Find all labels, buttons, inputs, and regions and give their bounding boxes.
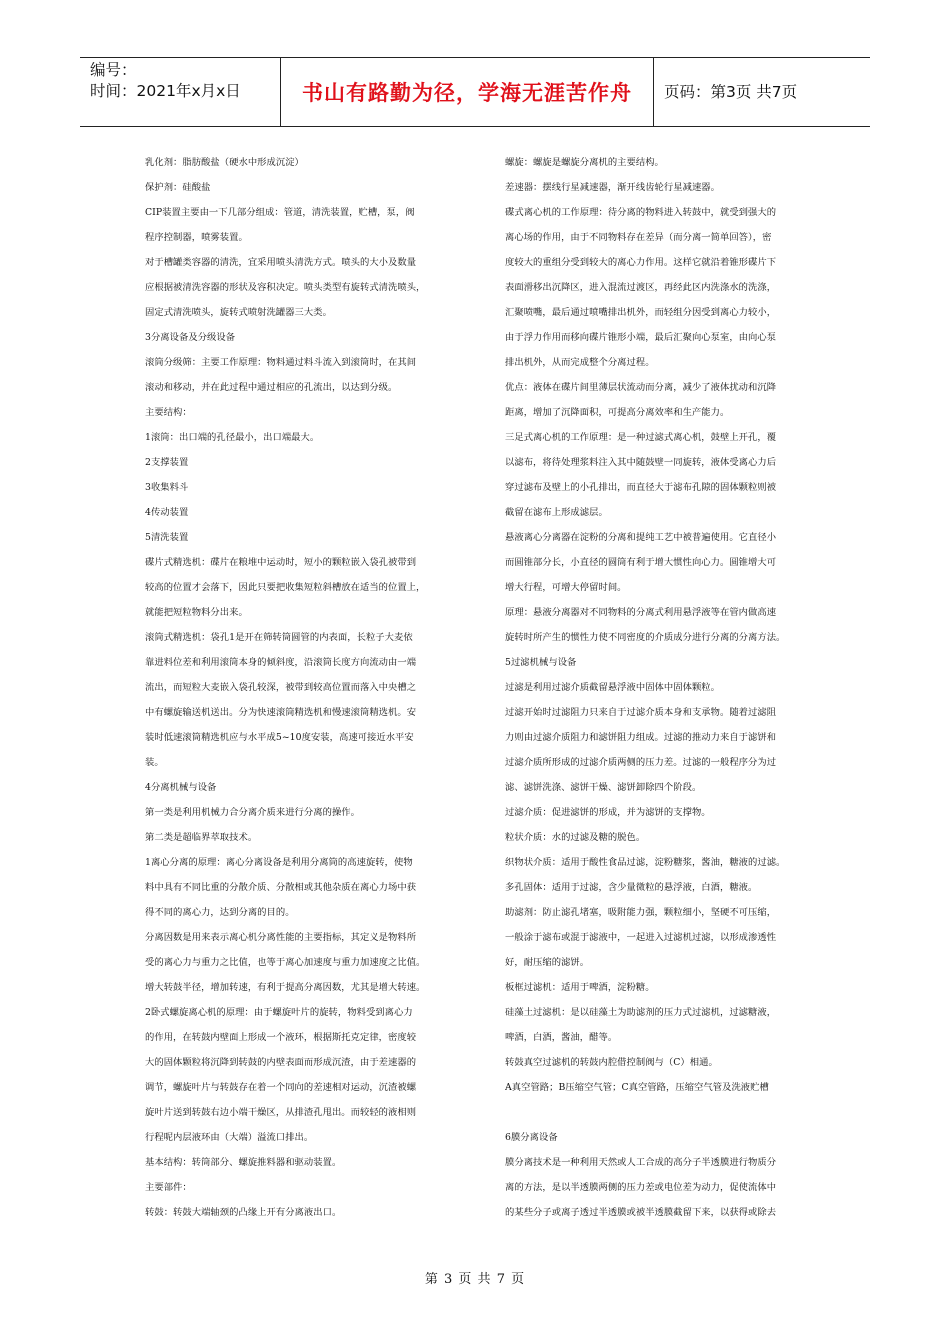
text-line: 的某些分子或离子透过半透膜或被半透膜截留下来，以获得或除去 [505,1207,777,1218]
text-line: 应根据被清洗容器的形状及容积决定。喷头类型有旋转式清洗喷头， [145,282,426,293]
text-line: 5过滤机械与设备 [505,657,577,668]
text-line: 程序控制器，喷雾装置。 [145,232,248,243]
text-line: 主要部件： [145,1182,192,1193]
text-line: 乳化剂：脂肪酸盐（硬水中形成沉淀） [145,157,304,168]
text-line: 硅藻土过滤机：是以硅藻土为助滤剂的压力式过滤机，过滤糖液， [505,1007,777,1018]
text-line: 增大行程，可增大停留时间。 [505,582,627,593]
text-line: 滚筒分级筛：主要工作原理：物料通过料斗流入到滚筒时，在其间 [145,357,417,368]
text-line: 碟片式精选机：碟片在粮堆中运动时，短小的颗粒嵌入袋孔被带到 [145,557,417,568]
text-line: 织物状介质：适用于酸性食品过滤，淀粉糖浆，酱油，糖液的过滤。 [505,857,786,868]
text-line: 5清洗装置 [145,532,189,543]
text-line: 度较大的重组分受到较大的离心力作用。这样它就沿着锥形碟片下 [505,257,777,268]
text-line: 过滤介质：促进滤饼的形成，并为滤饼的支撑物。 [505,807,711,818]
text-line: 3分离设备及分级设备 [145,332,236,343]
text-line: 料中具有不同比重的分散介质、分散相或其他杂质在离心力场中获 [145,882,417,893]
text-line: 分离因数是用来表示离心机分离性能的主要指标，其定义是物料所 [145,932,417,943]
text-line: 以滤布，将待处理浆料注入其中随鼓壁一同旋转，液体受离心力后 [505,457,777,468]
text-line: 粒状介质：水的过滤及糖的脱色。 [505,832,646,843]
text-line: 第一类是利用机械力合分离介质来进行分离的操作。 [145,807,360,818]
right-text-column [505,150,820,1225]
header-meta [90,60,285,102]
text-line: 行程呢内层液环由（大端）溢流口排出。 [145,1132,314,1143]
text-line: 由于浮力作用而移向碟片锥形小端，最后汇聚向心泵室，由向心泵 [505,332,777,343]
text-line: 1滚筒：出口端的孔径最小，出口端最大。 [145,432,320,443]
text-line: 原理：悬液分离器对不同物料的分离式利用悬浮液等在管内做高速 [505,607,777,618]
header-divider [653,58,654,126]
text-line: 转鼓：转鼓大端轴颈的凸缘上开有分离液出口。 [145,1207,342,1218]
text-line: 过滤介质所形成的过滤介质两侧的压力差。过滤的一般程序分为过 [505,757,777,768]
text-line: 碟式离心机的工作原理：待分离的物料进入转鼓中，就受到强大的 [505,207,777,218]
text-line: 6膜分离设备 [505,1132,558,1143]
text-line: 滚动和移动，并在此过程中通过相应的孔流出，以达到分级。 [145,382,398,393]
text-line: 汇聚喷嘴，最后通过喷嘴排出机外，而轻组分因受到离心力较小， [505,307,777,318]
text-line: 距离，增加了沉降面积，可提高分离效率和生产能力。 [505,407,730,418]
text-line: 离的方法，是以半透膜两侧的压力差或电位差为动力，促使流体中 [505,1182,777,1193]
text-line: 螺旋：螺旋是螺旋分离机的主要结构。 [505,157,664,168]
text-line: 旋转时所产生的惯性力使不同密度的介质成分进行分离的分离方法。 [505,632,786,643]
text-line: 旋叶片送到转鼓右边小端干燥区，从排渣孔甩出。而较轻的液相则 [145,1107,417,1118]
text-line: CIP装置主要由一下几部分组成：管道，清洗装置，贮槽，泵，阀 [145,207,415,218]
text-line: 第二类是超临界萃取技术。 [145,832,258,843]
text-line: 4分离机械与设备 [145,782,217,793]
text-line: 2支撑装置 [145,457,189,468]
text-line: 优点：液体在碟片间里薄层状流动而分离，减少了液体扰动和沉降 [505,382,777,393]
document-number-label: 编号： [90,61,137,79]
text-line: 滤、滤饼洗涤、滤饼干燥、滤饼卸除四个阶段。 [505,782,702,793]
text-line: 保护剂：硅酸盐 [145,182,211,193]
text-line: 差速器：摆线行星减速器，渐开线齿轮行星减速器。 [505,182,720,193]
text-line: 穿过滤布及壁上的小孔排出，而直径大于滤布孔隙的固体颗粒则被 [505,482,777,493]
blank-line [505,1100,820,1125]
text-line: 主要结构： [145,407,192,418]
text-line: 力则由过滤介质阻力和滤饼阻力组成。过滤的推动力来自于滤饼和 [505,732,777,743]
text-line: 滚筒式精选机：袋孔1是开在筛转筒圆管的内表面，长粒子大麦依 [145,632,413,643]
text-line: 排出机外，从而完成整个分离过程。 [505,357,655,368]
text-line: 啤酒，白酒，酱油，醋等。 [505,1032,618,1043]
text-line: 过滤开始时过滤阻力只来自于过滤介质本身和支承物。随着过滤阻 [505,707,777,718]
text-line: 增大转鼓半径，增加转速，有利于提高分离因数，尤其是增大转速。 [145,982,426,993]
text-line: 对于槽罐类容器的清洗，宜采用喷头清洗方式。喷头的大小及数量 [145,257,417,268]
text-line: 得不同的离心力，达到分离的目的。 [145,907,295,918]
text-line: 一般涂于滤布或混于滤液中，一起进入过滤机过滤，以形成渗透性 [505,932,777,943]
text-line: 悬液离心分离器在淀粉的分离和提纯工艺中被普遍使用。它直径小 [505,532,777,543]
text-line: 板框过滤机：适用于啤酒，淀粉糖。 [505,982,655,993]
text-line: 过滤是利用过滤介质截留悬浮液中固体中固体颗粒。 [505,682,720,693]
text-line: 基本结构：转筒部分、螺旋推料器和驱动装置。 [145,1157,342,1168]
text-line: 3收集料斗 [145,482,189,493]
text-line: 受的离心力与重力之比值，也等于离心加速度与重力加速度之比值。 [145,957,426,968]
date-label: 时间：2021年x月x日 [90,82,241,100]
text-line: 靠进料位差和利用滚筒本身的倾斜度，沿滚筒长度方向流动由一端 [145,657,417,668]
page-header [80,57,870,127]
text-line: 多孔固体：适用于过滤，含少量微粒的悬浮液，白酒，糖液。 [505,882,758,893]
text-line: 助滤剂：防止滤孔堵塞，吸附能力强，颗粒细小，坚硬不可压缩， [505,907,777,918]
page-footer: 第 3 页 共 7 页 [424,1272,526,1287]
text-line: 截留在滤布上形成滤层。 [505,507,608,518]
text-line: 2卧式螺旋离心机的原理：由于螺旋叶片的旋转，物料受到离心力 [145,1007,413,1018]
text-line: 表面滑移出沉降区，进入混流过渡区，再经此区内洗涤水的洗涤， [505,282,777,293]
text-line: 中有螺旋输送机送出。分为快速滚筒精选机和慢速滚筒精选机。安 [145,707,417,718]
text-line: 大的固体颗粒将沉降到转鼓的内壁表面而形成沉渣，由于差速器的 [145,1057,417,1068]
text-line: 流出，而短粒大麦嵌入袋孔较深，被带到较高位置而落入中央槽之 [145,682,417,693]
text-line: 1离心分离的原理：离心分离设备是利用分离筒的高速旋转，使物 [145,857,413,868]
text-line: 的作用，在转鼓内壁面上形成一个液环，根据斯托克定律，密度较 [145,1032,417,1043]
text-line: 转鼓真空过滤机的转鼓内腔借控制阀与（C）相通。 [505,1057,718,1068]
left-text-column [145,150,460,1225]
text-line: 固定式清洗喷头，旋转式喷射洗罐器三大类。 [145,307,332,318]
text-line: 离心场的作用，由于不同物料存在差异（而分离一简单回答），密 [505,232,772,243]
header-motto: 书山有路勤为径，学海无涯苦作舟 [302,81,632,105]
text-line: 而圆锥部分长，小直径的圆筒有利于增大惯性向心力。圆锥增大可 [505,557,777,568]
text-line: 调节，螺旋叶片与转鼓存在着一个同向的差速相对运动，沉渣被螺 [145,1082,417,1093]
text-line: 4传动装置 [145,507,189,518]
text-line: 较高的位置才会落下，因此只要把收集短粒斜槽放在适当的位置上， [145,582,426,593]
text-line: 装时低速滚筒精选机应与水平成5~10度安装，高速可接近水平安 [145,732,414,743]
text-line: 装。 [145,757,164,768]
text-line: 好，耐压缩的滤饼。 [505,957,590,968]
header-page-info: 页码：第3页 共7页 [664,83,798,101]
text-line: 就能把短粒物料分出来。 [145,607,248,618]
text-line: 膜分离技术是一种利用天然或人工合成的高分子半透膜进行物质分 [505,1157,777,1168]
text-line: 三足式离心机的工作原理：是一种过滤式离心机，鼓壁上开孔，覆 [505,432,777,443]
text-line: A真空管路；B压缩空气管；C真空管路，压缩空气管及洗液贮槽 [505,1082,769,1093]
